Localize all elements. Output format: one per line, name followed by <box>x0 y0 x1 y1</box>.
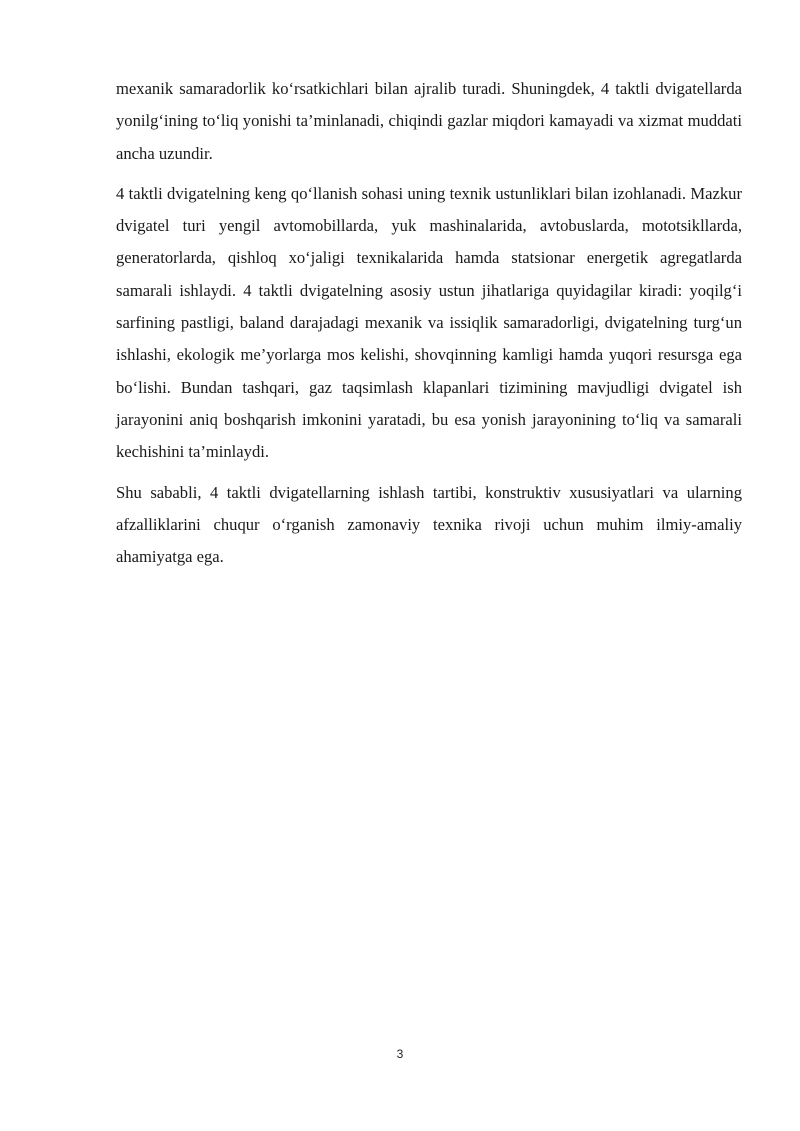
body-text <box>116 73 742 581</box>
paragraph: 4 taktli dvigatelning keng qo‘llanish sohasi uning texnik ustunliklari bilan izohlanadi. Mazkur dvigatel turi yengil avtomobillarda, yuk mashinalarida, avtobuslarda, mototsikllarda, generatorlarda, qishloq xo‘jaligi texnikalarida hamda statsionar energetik agregatlarda samarali ishlaydi. 4 taktli dvigatelning asosiy ustun jihatlariga quyidagilar kiradi: yoqilg‘i sarfining pastligi, baland darajadagi mexanik va issiqlik samaradorligi, dvigatelning turg‘un ishlashi, ekologik me’yorlarga mos kelishi, shovqinning kamligi hamda yuqori resursga ega bo‘lishi. Bundan tashqari, gaz taqsimlash klapanlari tizimining mavjudligi dvigatel ish jarayonini aniq boshqarish imkonini yaratadi, bu esa yonish jarayonining to‘liq va samarali kechishini ta’minlaydi. <box>116 183 742 462</box>
paragraph: Shu sababli, 4 taktli dvigatellarning ishlash tartibi, konstruktiv xususiyatlari va ularning afzalliklarini chuqur o‘rganish zamonaviy texnika rivoji uchun muhim ilmiy-amaliy ahamiyatga ega. <box>116 482 742 567</box>
paragraph: mexanik samaradorlik ko‘rsatkichlari bilan ajralib turadi. Shuningdek, 4 taktli dvigatellarda yonilg‘ining to‘liq yonishi ta’minlanadi, chiqindi gazlar miqdori kamayadi va xizmat muddati ancha uzundir. <box>116 79 742 163</box>
page-number: 3 <box>396 1047 404 1061</box>
